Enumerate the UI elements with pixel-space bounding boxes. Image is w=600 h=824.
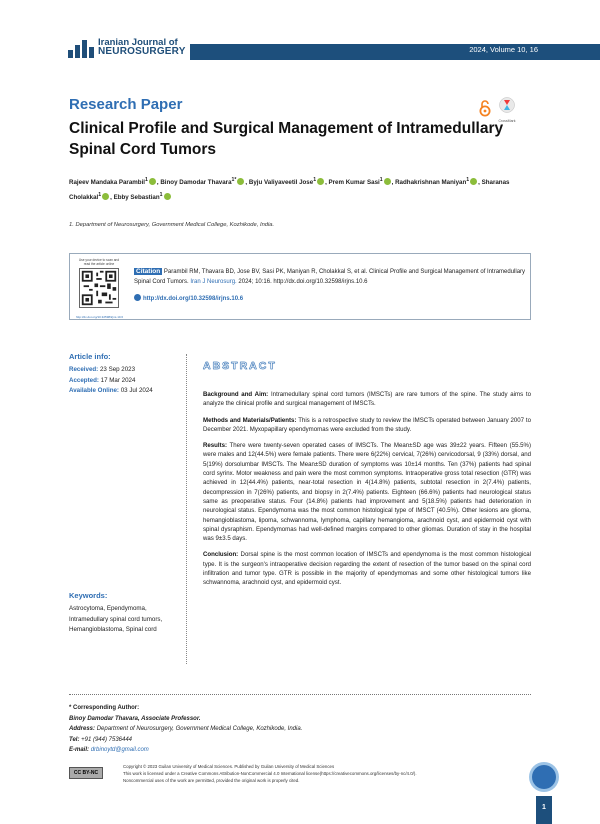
author-name[interactable]: Radhakrishnan Maniyan [395,179,467,187]
author-name[interactable]: Ebby Sebastian [113,194,160,202]
license-line3: Noncommercial uses of the work are permitted, provided the original work is properly cited. [123,778,300,783]
author-name[interactable]: Sharanas Cholakkal [69,179,510,202]
email-link[interactable]: drbinoytd@gmail.com [90,747,149,753]
page-number-tab [536,796,552,824]
background-text: Intramedullary spinal cord tumors (IMSCTs) are rare tumors of the spine. The study aims to analyze the clinical profile and surgical management of IMSCTs. [203,391,531,408]
journal-logo[interactable] [66,38,186,58]
crossmark-label: CrossMark [498,119,516,123]
keywords [69,591,177,636]
ins-logo-icon [66,38,96,58]
online-value: 03 Jul 2024 [120,387,153,394]
orcid-icon[interactable] [149,178,156,185]
abstract-heading: ABSTRACT [203,360,277,372]
doi-link[interactable] [134,294,243,302]
methods-label: Methods and Materials/Patients: [203,416,297,424]
abstract-results [203,441,531,543]
citation-journal: Iran J Neurosurg. [190,279,237,285]
address-text: Department of Neurosurgery, Government Medical College, Kozhikode, India. [96,726,303,732]
orcid-icon[interactable] [317,178,324,185]
journal-header [0,28,600,58]
journal-name [98,38,186,56]
article-info [69,352,177,397]
corr-address [69,724,469,735]
citation-text: Parambil RM, Thavara BD, Jose BV, Sasi PK, Maniyan R, Cholakkal S, et al. Clinical Profile and Surgical Management of Intramedullary Spinal Cord Tumors. [134,269,526,285]
received-label: Received: [69,366,99,373]
license-line1: Copyright © 2023 Guilan University of Medical Sciences. Published by Guilan University of Medical Sciences [123,764,335,769]
citation-text-block [134,267,526,287]
corr-heading [69,703,469,714]
author-name[interactable]: Binoy Damodar Thavara [160,179,232,187]
online-label: Available Online: [69,387,119,394]
background-label: Background and Aim: [203,391,269,398]
accepted-label: Accepted: [69,376,99,384]
crossmark-icon [499,97,515,113]
license-text [123,763,533,784]
citation-badge: Citation [136,268,161,275]
abstract-methods [203,416,531,435]
tel-label: Tel: [69,736,80,743]
accepted-date [69,376,177,387]
journal-name-line2: NEUROSURGERY [98,46,186,57]
qr-panel [76,258,124,319]
orcid-icon[interactable] [102,193,109,200]
orcid-icon[interactable] [164,193,171,200]
author-name[interactable]: Prem Kumar Sasi [328,179,380,187]
citation-rest: 2024; 10:16. http://dx.doi.org/10.32598/irjns.10.6 [238,279,368,285]
article-info-heading: Article info: [69,352,111,361]
email-label: E-mail: [69,747,90,753]
abstract-background [203,390,531,409]
column-divider [186,354,187,664]
received-date [69,365,177,376]
address-label: Address: [69,726,96,732]
doi-text: http://dx.doi.org/10.32598/irjns.10.6 [143,296,244,302]
corr-name [69,714,469,725]
conclusion-text: Dorsal spine is the most common location of IMSCTs and ependymoma is the most common histological type. It is the surgeon's intraoperative decision regarding the extent of resection of the tumor based on the spinal cord infiltration and tumor type. GTR is possible in the majority of ependymomas and some other histological tumors like schwannoma, arachnoid cyst, and epidermoid cyst. [203,551,532,587]
journal-name-line1: Iranian Journal of [98,37,178,48]
crossmark-badge[interactable] [497,97,517,121]
qr-code-icon[interactable] [79,268,119,308]
qr-url[interactable]: http://dx.doi.org/10.32598/irjns.10.6 [76,315,124,319]
article-title: Clinical Profile and Surgical Management of Intramedullary Spinal Cord Tumors [69,120,504,158]
doi-icon [134,294,141,301]
methods-text: This is a retrospective study to review the IMSCTs operated between January 2007 to December 2021. Myxopapillary ependymomas were excluded from the study. [203,416,531,433]
corr-email [69,745,469,756]
corr-tel [69,735,469,746]
page-number: 1 [542,804,546,811]
sunburst-decoration-icon [532,765,556,789]
received-value: 23 Sep 2023 [99,366,136,373]
online-date [69,386,177,397]
header-bar [190,44,600,60]
open-access-icon[interactable] [478,99,492,117]
cc-license-icon[interactable]: CC BY-NC [69,767,103,779]
author-list: Rajeev Mandaka Parambil$^1$ , Binoy Damodar Thavara$^{1*}$ , Byju Valiyaveetil Jose$^1$ , Prem Kumar Sasi$^1$ , Radhakrishnan Maniyan$^1$ , Sharanas Cholakkal$^1$ , Ebby Sebastian$^1$ [69,177,510,202]
conclusion-label: Conclusion: [203,551,239,559]
results-label: Results: [203,442,228,450]
corr-name-text: Binoy Damodar Thavara, Associate Professor. [69,715,201,722]
corr-heading-text: * Corresponding Author: [69,705,140,711]
footer-rule [69,694,531,695]
author-name[interactable]: Rajeev Mandaka Parambil [69,179,146,187]
license-line2[interactable]: This work is licensed under a Creative Commons Attribution-NonCommercial 4.0 International license(https://creativecommons.org/licenses/by-nc/4.0/). [123,771,417,776]
abstract-conclusion [203,550,531,587]
author-name[interactable]: Byju Valiyaveetil Jose [248,179,314,187]
results-text: There were twenty-seven operated cases of IMSCTs. The Mean±SD age was 39±22 years. Fifteen (55.5%) were males and 12(44.5%) were female patients. There were 6(22%) cervical, 7(26%) cervicodorsal, 9 (33%) dorsal, and 5(19%) dorsolumbar IMSCTs. The Mean±SD duration of symptoms was 10±14 months. Ten (37%) patients had spinal cord syrinx. Motor weakness and pain were the most common symptoms. Intraoperative gross total resection (GTR) was achieved in 12(44.4%) patients, near-total resection in 4(14.8%) patients, subtotal resection in 2(7.4%) patients, decompression in 7(26%) patients, and biopsy in 2(7.4%) patients. Eighteen (66.6%) patients had neurological status same as preoperative status. Four (14.8%) patients had improvement and 5(18.5%) patients had deterioration in neurological status. Ependymoma was the most common histological type of IMSCT (40.5%). Other lesions are glioma, hemangioblastoma, lipoma, schwannoma, lymphoma, capillary hemangioma, arachnoid cyst, and epidermoid cyst with spinal dysraphism. Ependymomas had well-defined margins compared to other gliomas. Duration of stay in the hospital was 9±3.5 days. [203,442,531,543]
keywords-heading: Keywords: [69,591,108,600]
qr-label: Use your device to scan and read the article online [78,258,120,266]
keywords-text: Astrocytoma, Ependymoma, Intramedullary spinal cord tumors, Hemangioblastoma, Spinal cord [69,605,163,633]
volume-info: 2024, Volume 10, 16 [469,45,538,54]
accepted-value: 17 Mar 2024 [100,376,136,384]
corresponding-author [69,703,469,756]
tel-text: +91 (944) 7536444 [81,736,133,743]
citation-box [69,253,531,320]
abstract-body [203,390,531,595]
paper-type: Research Paper [69,96,183,113]
orcid-icon[interactable] [470,178,477,185]
orcid-icon[interactable] [237,178,244,185]
affiliation: 1. Department of Neurosurgery, Government Medical College, Kozhikode, India. [69,222,275,228]
orcid-icon[interactable] [384,178,391,185]
